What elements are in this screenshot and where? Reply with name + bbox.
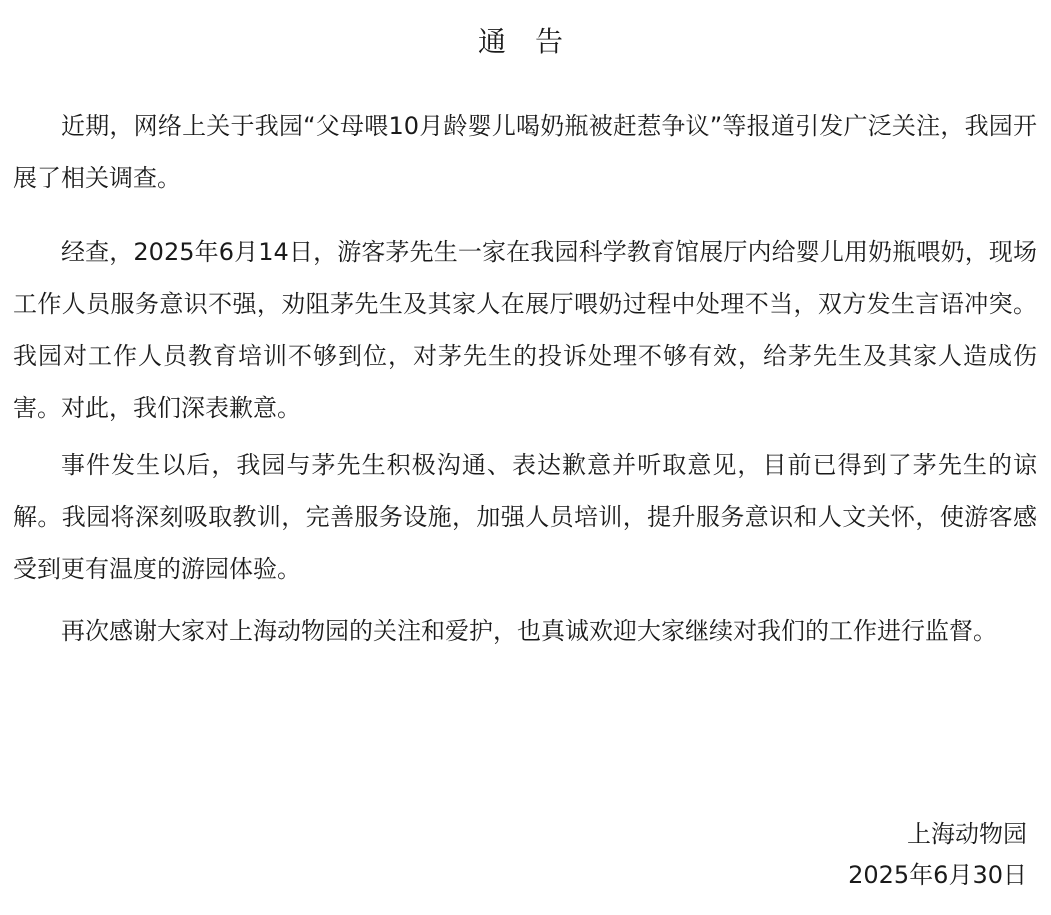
signature-date: 2025年6月30日	[848, 861, 1027, 889]
paragraph-follow-up-actions: 事件发生以后，我园与茅先生积极沟通、表达歉意并听取意见，目前已得到了茅先生的谅解。我园将深刻吸取教训，完善服务设施，加强人员培训，提升服务意识和人文关怀，使游客感受到更有温度的游园体验。	[13, 451, 1037, 583]
notice-title: 通 告	[478, 25, 573, 58]
paragraph-thanks: 再次感谢大家对上海动物园的关注和爱护，也真诚欢迎大家继续对我们的工作进行监督。	[61, 617, 997, 645]
paragraph-investigation-findings: 经查，2025年6月14日，游客茅先生一家在我园科学教育馆展厅内给婴儿用奶瓶喂奶，现场工作人员服务意识不强，劝阻茅先生及其家人在展厅喂奶过程中处理不当，双方发生言语冲突。我园对工作人员教育培训不够到位，对茅先生的投诉处理不够有效，给茅先生及其家人造成伤害。对此，我们深表歉意。	[13, 238, 1037, 422]
paragraph-recent-reports: 近期，网络上关于我园“父母喂10月龄婴儿喝奶瓶被赶惹争议”等报道引发广泛关注，我园开展了相关调查。	[13, 112, 1037, 192]
signature-organization: 上海动物园	[907, 820, 1027, 848]
